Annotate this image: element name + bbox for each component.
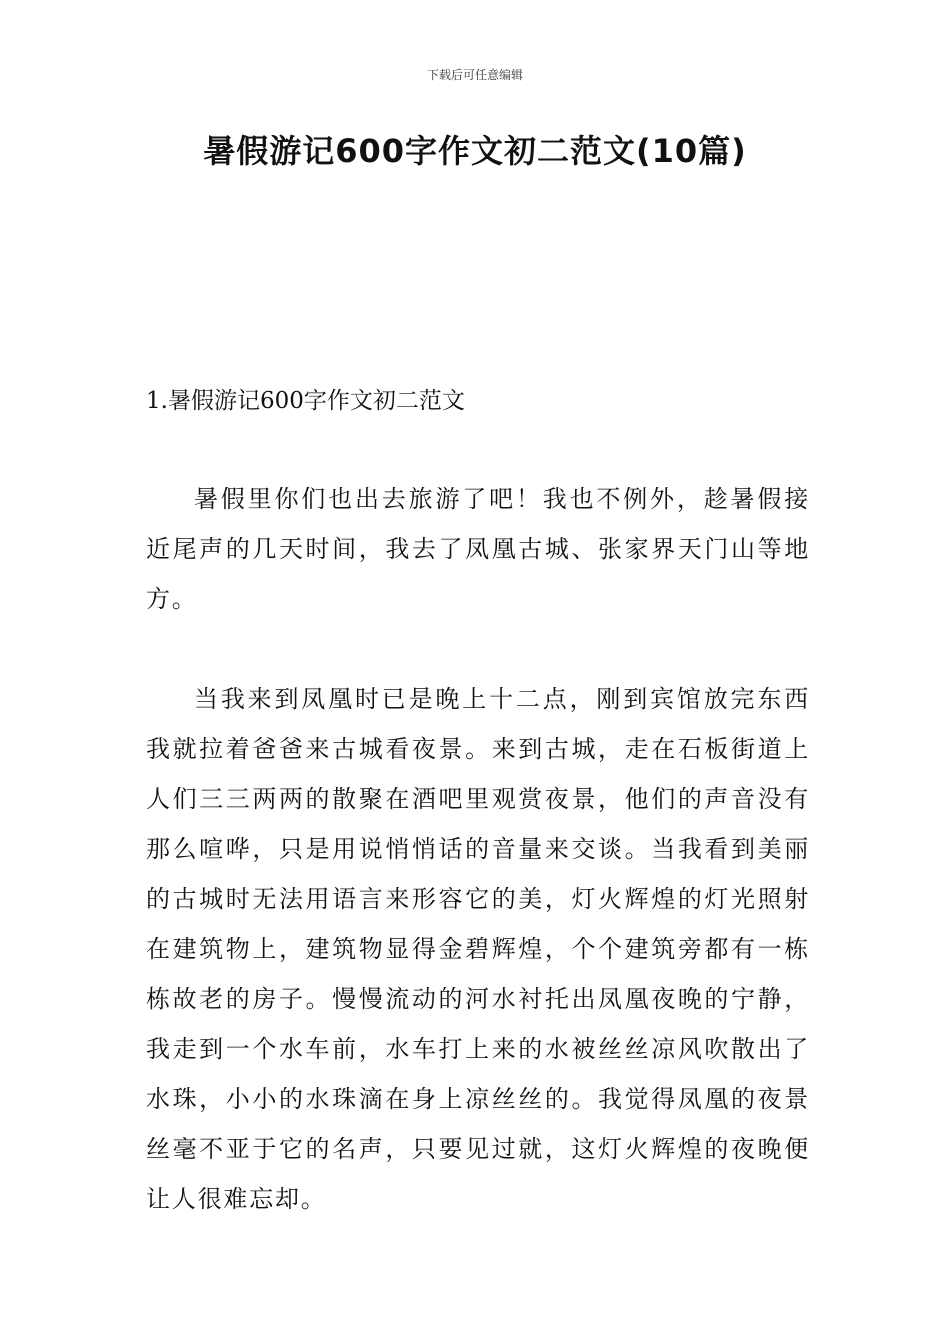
header-note: 下载后可任意编辑 — [426, 68, 523, 82]
body-paragraph: 暑假里你们也出去旅游了吧！我也不例外，趁暑假接近尾声的几天时间，我去了凤凰古城、张家界天门山等地方。 — [146, 485, 810, 613]
document-title: 暑假游记600字作文初二范文(10篇) — [203, 132, 747, 170]
section-heading: 1.暑假游记600字作文初二范文 — [146, 388, 465, 414]
body-paragraph: 当我来到凤凰时已是晚上十二点，刚到宾馆放完东西我就拉着爸爸来古城看夜景。来到古城，走在石板街道上人们三三两两的散聚在酒吧里观赏夜景，他们的声音没有那么喧哗，只是用说悄悄话的音量来交谈。当我看到美丽的古城时无法用语言来形容它的美，灯火辉煌的灯光照射在建筑物上，建筑物显得金碧辉煌，个个建筑旁都有一栋栋故老的房子。慢慢流动的河水衬托出凤凰夜晚的宁静，我走到一个水车前，水车打上来的水被丝丝凉风吹散出了水珠，小小的水珠滴在身上凉丝丝的。我觉得凤凰的夜景丝毫不亚于它的名声，只要见过就，这灯火辉煌的夜晚便让人很难忘却。 — [146, 685, 810, 1213]
